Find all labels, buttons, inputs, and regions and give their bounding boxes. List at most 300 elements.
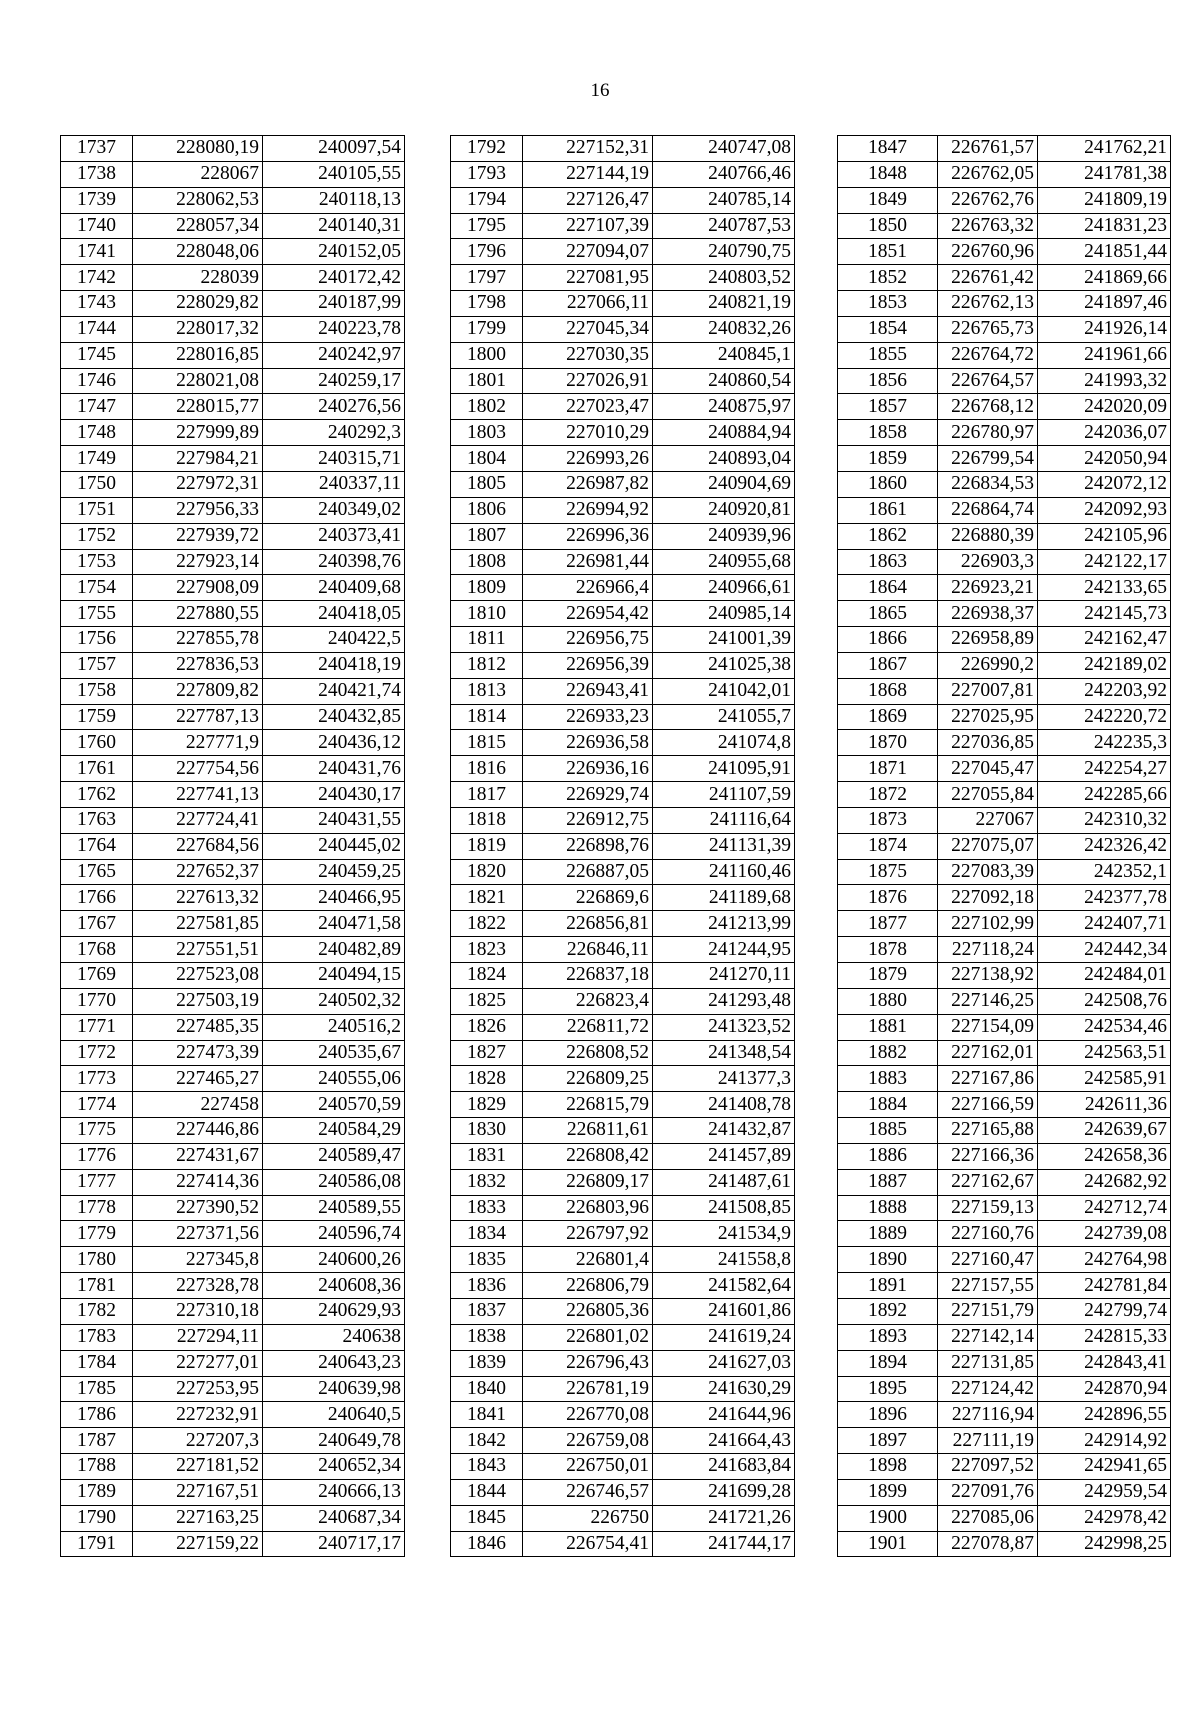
x-coordinate-cell: 226938,37: [938, 601, 1038, 627]
y-coordinate-cell: 241160,46: [653, 859, 795, 885]
point-number-cell: 1901: [838, 1531, 938, 1557]
x-coordinate-cell: 226993,26: [523, 446, 653, 472]
x-coordinate-cell: 227163,25: [133, 1505, 263, 1531]
table-row: [838, 678, 1171, 704]
y-coordinate-cell: 241189,68: [653, 885, 795, 911]
y-coordinate-cell: 241721,26: [653, 1505, 795, 1531]
x-coordinate-cell: 227458: [133, 1092, 263, 1118]
x-coordinate-cell: 226764,72: [938, 342, 1038, 368]
y-coordinate-cell: 242712,74: [1038, 1195, 1171, 1221]
y-coordinate-cell: 241630,29: [653, 1376, 795, 1402]
x-coordinate-cell: 227159,22: [133, 1531, 263, 1557]
point-number-cell: 1808: [451, 549, 523, 575]
y-coordinate-cell: 242310,32: [1038, 807, 1171, 833]
point-number-cell: 1767: [61, 911, 133, 937]
point-number-cell: 1766: [61, 885, 133, 911]
table-row: [61, 1247, 405, 1273]
x-coordinate-cell: 226801,02: [523, 1324, 653, 1350]
y-coordinate-cell: 241508,85: [653, 1195, 795, 1221]
x-coordinate-cell: 226762,13: [938, 291, 1038, 317]
point-number-cell: 1875: [838, 859, 938, 885]
x-coordinate-cell: 227277,01: [133, 1350, 263, 1376]
x-coordinate-cell: 226880,39: [938, 523, 1038, 549]
point-number-cell: 1755: [61, 601, 133, 627]
y-coordinate-cell: 240418,05: [263, 601, 405, 627]
point-number-cell: 1820: [451, 859, 523, 885]
x-coordinate-cell: 227010,29: [523, 420, 653, 446]
y-coordinate-cell: 240666,13: [263, 1479, 405, 1505]
x-coordinate-cell: 226808,42: [523, 1143, 653, 1169]
y-coordinate-cell: 241961,66: [1038, 342, 1171, 368]
table-row: [61, 988, 405, 1014]
table-row: [838, 368, 1171, 394]
y-coordinate-cell: 240431,55: [263, 807, 405, 833]
y-coordinate-cell: 240640,5: [263, 1402, 405, 1428]
x-coordinate-cell: 227081,95: [523, 265, 653, 291]
y-coordinate-cell: 241809,19: [1038, 187, 1171, 213]
y-coordinate-cell: 242639,67: [1038, 1118, 1171, 1144]
x-coordinate-cell: 226856,81: [523, 911, 653, 937]
point-number-cell: 1785: [61, 1376, 133, 1402]
y-coordinate-cell: 240584,29: [263, 1118, 405, 1144]
y-coordinate-cell: 242072,12: [1038, 471, 1171, 497]
x-coordinate-cell: 227092,18: [938, 885, 1038, 911]
y-coordinate-cell: 242534,46: [1038, 1014, 1171, 1040]
y-coordinate-cell: 241001,39: [653, 627, 795, 653]
x-coordinate-cell: 226837,18: [523, 963, 653, 989]
x-coordinate-cell: 227025,95: [938, 704, 1038, 730]
table-row: [451, 446, 795, 472]
y-coordinate-cell: 240600,26: [263, 1247, 405, 1273]
x-coordinate-cell: 226765,73: [938, 316, 1038, 342]
point-number-cell: 1749: [61, 446, 133, 472]
point-number-cell: 1744: [61, 316, 133, 342]
point-number-cell: 1783: [61, 1324, 133, 1350]
table-row: [838, 937, 1171, 963]
x-coordinate-cell: 228015,77: [133, 394, 263, 420]
point-number-cell: 1823: [451, 937, 523, 963]
point-number-cell: 1802: [451, 394, 523, 420]
point-number-cell: 1899: [838, 1479, 938, 1505]
point-number-cell: 1768: [61, 937, 133, 963]
y-coordinate-cell: 240373,41: [263, 523, 405, 549]
point-number-cell: 1844: [451, 1479, 523, 1505]
table-row: [838, 756, 1171, 782]
table-row: [61, 136, 405, 162]
x-coordinate-cell: 226933,23: [523, 704, 653, 730]
table-row: [838, 704, 1171, 730]
x-coordinate-cell: 227684,56: [133, 833, 263, 859]
y-coordinate-cell: 241744,17: [653, 1531, 795, 1557]
table-row: [838, 652, 1171, 678]
point-number-cell: 1856: [838, 368, 938, 394]
y-coordinate-cell: 240920,81: [653, 497, 795, 523]
x-coordinate-cell: 227162,67: [938, 1169, 1038, 1195]
y-coordinate-cell: 242682,92: [1038, 1169, 1171, 1195]
y-coordinate-cell: 240803,52: [653, 265, 795, 291]
point-number-cell: 1791: [61, 1531, 133, 1557]
y-coordinate-cell: 240785,14: [653, 187, 795, 213]
x-coordinate-cell: 226966,4: [523, 575, 653, 601]
table-row: [838, 1428, 1171, 1454]
x-coordinate-cell: 226764,57: [938, 368, 1038, 394]
x-coordinate-cell: 227085,06: [938, 1505, 1038, 1531]
x-coordinate-cell: 227754,56: [133, 756, 263, 782]
table-row: [451, 471, 795, 497]
x-coordinate-cell: 227984,21: [133, 446, 263, 472]
y-coordinate-cell: 241558,8: [653, 1247, 795, 1273]
x-coordinate-cell: 227138,92: [938, 963, 1038, 989]
y-coordinate-cell: 242978,42: [1038, 1505, 1171, 1531]
y-coordinate-cell: 241095,91: [653, 756, 795, 782]
table-row: [838, 316, 1171, 342]
point-number-cell: 1772: [61, 1040, 133, 1066]
y-coordinate-cell: 242611,36: [1038, 1092, 1171, 1118]
x-coordinate-cell: 227036,85: [938, 730, 1038, 756]
x-coordinate-cell: 226846,11: [523, 937, 653, 963]
point-number-cell: 1832: [451, 1169, 523, 1195]
table-row: [61, 446, 405, 472]
y-coordinate-cell: 241781,38: [1038, 161, 1171, 187]
y-coordinate-cell: 241213,99: [653, 911, 795, 937]
x-coordinate-cell: 227094,07: [523, 239, 653, 265]
table-row: [451, 1324, 795, 1350]
point-number-cell: 1819: [451, 833, 523, 859]
table-row: [838, 1402, 1171, 1428]
point-number-cell: 1881: [838, 1014, 938, 1040]
table-row: [61, 1118, 405, 1144]
point-number-cell: 1873: [838, 807, 938, 833]
table-row: [61, 1350, 405, 1376]
y-coordinate-cell: 242254,27: [1038, 756, 1171, 782]
y-coordinate-cell: 240459,25: [263, 859, 405, 885]
y-coordinate-cell: 241762,21: [1038, 136, 1171, 162]
point-number-cell: 1756: [61, 627, 133, 653]
y-coordinate-cell: 242203,92: [1038, 678, 1171, 704]
y-coordinate-cell: 241534,9: [653, 1221, 795, 1247]
point-number-cell: 1739: [61, 187, 133, 213]
point-number-cell: 1746: [61, 368, 133, 394]
y-coordinate-cell: 242739,08: [1038, 1221, 1171, 1247]
table-row: [61, 213, 405, 239]
table-row: [61, 316, 405, 342]
x-coordinate-cell: 227551,51: [133, 937, 263, 963]
x-coordinate-cell: 228080,19: [133, 136, 263, 162]
point-number-cell: 1804: [451, 446, 523, 472]
point-number-cell: 1813: [451, 678, 523, 704]
point-number-cell: 1753: [61, 549, 133, 575]
x-coordinate-cell: 226768,12: [938, 394, 1038, 420]
x-coordinate-cell: 226823,4: [523, 988, 653, 1014]
table-row: [838, 1454, 1171, 1480]
table-row: [838, 1169, 1171, 1195]
x-coordinate-cell: 227809,82: [133, 678, 263, 704]
table-row: [838, 161, 1171, 187]
table-row: [838, 549, 1171, 575]
point-number-cell: 1822: [451, 911, 523, 937]
y-coordinate-cell: 242959,54: [1038, 1479, 1171, 1505]
y-coordinate-cell: 240118,13: [263, 187, 405, 213]
x-coordinate-cell: 226746,57: [523, 1479, 653, 1505]
point-number-cell: 1750: [61, 471, 133, 497]
table-row: [61, 963, 405, 989]
point-number-cell: 1850: [838, 213, 938, 239]
y-coordinate-cell: 241270,11: [653, 963, 795, 989]
x-coordinate-cell: 228067: [133, 161, 263, 187]
point-number-cell: 1830: [451, 1118, 523, 1144]
table-row: [838, 1118, 1171, 1144]
point-number-cell: 1834: [451, 1221, 523, 1247]
x-coordinate-cell: 227523,08: [133, 963, 263, 989]
point-number-cell: 1779: [61, 1221, 133, 1247]
x-coordinate-cell: 228062,53: [133, 187, 263, 213]
x-coordinate-cell: 227923,14: [133, 549, 263, 575]
y-coordinate-cell: 240589,47: [263, 1143, 405, 1169]
x-coordinate-cell: 227142,14: [938, 1324, 1038, 1350]
point-number-cell: 1877: [838, 911, 938, 937]
point-number-cell: 1777: [61, 1169, 133, 1195]
point-number-cell: 1771: [61, 1014, 133, 1040]
x-coordinate-cell: 227485,35: [133, 1014, 263, 1040]
x-coordinate-cell: 227107,39: [523, 213, 653, 239]
y-coordinate-cell: 240860,54: [653, 368, 795, 394]
y-coordinate-cell: 241683,84: [653, 1454, 795, 1480]
table-row: [838, 239, 1171, 265]
x-coordinate-cell: 228016,85: [133, 342, 263, 368]
table-row: [451, 988, 795, 1014]
x-coordinate-cell: 226981,44: [523, 549, 653, 575]
table-row: [838, 446, 1171, 472]
y-coordinate-cell: 242764,98: [1038, 1247, 1171, 1273]
point-number-cell: 1833: [451, 1195, 523, 1221]
y-coordinate-cell: 242235,3: [1038, 730, 1171, 756]
x-coordinate-cell: 226809,25: [523, 1066, 653, 1092]
x-coordinate-cell: 228017,32: [133, 316, 263, 342]
table-row: [61, 678, 405, 704]
table-row: [61, 161, 405, 187]
x-coordinate-cell: 226796,43: [523, 1350, 653, 1376]
point-number-cell: 1770: [61, 988, 133, 1014]
table-row: [451, 497, 795, 523]
table-row: [838, 420, 1171, 446]
x-coordinate-cell: 227078,87: [938, 1531, 1038, 1557]
x-coordinate-cell: 227431,67: [133, 1143, 263, 1169]
x-coordinate-cell: 227613,32: [133, 885, 263, 911]
table-row: [61, 471, 405, 497]
y-coordinate-cell: 240315,71: [263, 446, 405, 472]
point-number-cell: 1847: [838, 136, 938, 162]
point-number-cell: 1747: [61, 394, 133, 420]
point-number-cell: 1865: [838, 601, 938, 627]
y-coordinate-cell: 240436,12: [263, 730, 405, 756]
y-coordinate-cell: 242585,91: [1038, 1066, 1171, 1092]
x-coordinate-cell: 228029,82: [133, 291, 263, 317]
y-coordinate-cell: 240638: [263, 1324, 405, 1350]
point-number-cell: 1825: [451, 988, 523, 1014]
table-row: [451, 601, 795, 627]
point-number-cell: 1848: [838, 161, 938, 187]
y-coordinate-cell: 240845,1: [653, 342, 795, 368]
point-number-cell: 1854: [838, 316, 938, 342]
table-row: [451, 627, 795, 653]
x-coordinate-cell: 227023,47: [523, 394, 653, 420]
x-coordinate-cell: 227836,53: [133, 652, 263, 678]
x-coordinate-cell: 227446,86: [133, 1118, 263, 1144]
y-coordinate-cell: 242815,33: [1038, 1324, 1171, 1350]
point-number-cell: 1812: [451, 652, 523, 678]
point-number-cell: 1774: [61, 1092, 133, 1118]
point-number-cell: 1898: [838, 1454, 938, 1480]
point-number-cell: 1818: [451, 807, 523, 833]
x-coordinate-cell: 227045,47: [938, 756, 1038, 782]
x-coordinate-cell: 227131,85: [938, 1350, 1038, 1376]
y-coordinate-cell: 242145,73: [1038, 601, 1171, 627]
x-coordinate-cell: 226956,39: [523, 652, 653, 678]
point-number-cell: 1790: [61, 1505, 133, 1531]
point-number-cell: 1857: [838, 394, 938, 420]
y-coordinate-cell: 240596,74: [263, 1221, 405, 1247]
point-number-cell: 1835: [451, 1247, 523, 1273]
point-number-cell: 1839: [451, 1350, 523, 1376]
point-number-cell: 1758: [61, 678, 133, 704]
table-row: [451, 1040, 795, 1066]
y-coordinate-cell: 242162,47: [1038, 627, 1171, 653]
x-coordinate-cell: 226805,36: [523, 1298, 653, 1324]
table-row: [838, 833, 1171, 859]
table-row: [61, 1040, 405, 1066]
table-row: [838, 1350, 1171, 1376]
table-row: [838, 1273, 1171, 1299]
x-coordinate-cell: 226936,16: [523, 756, 653, 782]
point-number-cell: 1803: [451, 420, 523, 446]
table-row: [61, 420, 405, 446]
point-number-cell: 1740: [61, 213, 133, 239]
table-row: [838, 988, 1171, 1014]
table-row: [838, 1376, 1171, 1402]
y-coordinate-cell: 241055,7: [653, 704, 795, 730]
point-number-cell: 1798: [451, 291, 523, 317]
table-row: [451, 1066, 795, 1092]
y-coordinate-cell: 242508,76: [1038, 988, 1171, 1014]
x-coordinate-cell: 226956,75: [523, 627, 653, 653]
point-number-cell: 1874: [838, 833, 938, 859]
x-coordinate-cell: 226750,01: [523, 1454, 653, 1480]
point-number-cell: 1858: [838, 420, 938, 446]
y-coordinate-cell: 240292,3: [263, 420, 405, 446]
y-coordinate-cell: 240421,74: [263, 678, 405, 704]
table-row: [451, 368, 795, 394]
y-coordinate-cell: 242377,78: [1038, 885, 1171, 911]
table-row: [61, 1324, 405, 1350]
table-row: [61, 239, 405, 265]
point-number-cell: 1797: [451, 265, 523, 291]
point-number-cell: 1776: [61, 1143, 133, 1169]
y-coordinate-cell: 242896,55: [1038, 1402, 1171, 1428]
table-row: [451, 1479, 795, 1505]
x-coordinate-cell: 226809,17: [523, 1169, 653, 1195]
y-coordinate-cell: 241831,23: [1038, 213, 1171, 239]
x-coordinate-cell: 227102,99: [938, 911, 1038, 937]
point-number-cell: 1870: [838, 730, 938, 756]
x-coordinate-cell: 226929,74: [523, 782, 653, 808]
table-row: [451, 394, 795, 420]
x-coordinate-cell: 226763,32: [938, 213, 1038, 239]
table-row: [838, 1221, 1171, 1247]
table-row: [451, 1531, 795, 1557]
table-row: [838, 1324, 1171, 1350]
x-coordinate-cell: 226803,96: [523, 1195, 653, 1221]
y-coordinate-cell: 240939,96: [653, 523, 795, 549]
y-coordinate-cell: 240097,54: [263, 136, 405, 162]
coordinate-table-1: [60, 135, 405, 1557]
x-coordinate-cell: 226806,79: [523, 1273, 653, 1299]
coordinate-table-2: [450, 135, 795, 1557]
table-row: [838, 807, 1171, 833]
table-row: [838, 1014, 1171, 1040]
point-number-cell: 1838: [451, 1324, 523, 1350]
point-number-cell: 1867: [838, 652, 938, 678]
point-number-cell: 1801: [451, 368, 523, 394]
table-row: [61, 1454, 405, 1480]
y-coordinate-cell: 240187,99: [263, 291, 405, 317]
x-coordinate-cell: 226799,54: [938, 446, 1038, 472]
table-row: [61, 859, 405, 885]
point-number-cell: 1868: [838, 678, 938, 704]
table-row: [61, 549, 405, 575]
point-number-cell: 1814: [451, 704, 523, 730]
point-number-cell: 1853: [838, 291, 938, 317]
y-coordinate-cell: 240649,78: [263, 1428, 405, 1454]
point-number-cell: 1800: [451, 342, 523, 368]
y-coordinate-cell: 240259,17: [263, 368, 405, 394]
point-number-cell: 1751: [61, 497, 133, 523]
y-coordinate-cell: 240717,17: [263, 1531, 405, 1557]
x-coordinate-cell: 226808,52: [523, 1040, 653, 1066]
point-number-cell: 1810: [451, 601, 523, 627]
point-number-cell: 1748: [61, 420, 133, 446]
point-number-cell: 1896: [838, 1402, 938, 1428]
point-number-cell: 1894: [838, 1350, 938, 1376]
x-coordinate-cell: 226923,21: [938, 575, 1038, 601]
table-row: [61, 575, 405, 601]
y-coordinate-cell: 241664,43: [653, 1428, 795, 1454]
y-coordinate-cell: 240471,58: [263, 911, 405, 937]
table-row: [61, 756, 405, 782]
y-coordinate-cell: 242020,09: [1038, 394, 1171, 420]
point-number-cell: 1765: [61, 859, 133, 885]
table-row: [838, 1247, 1171, 1273]
point-number-cell: 1845: [451, 1505, 523, 1531]
point-number-cell: 1741: [61, 239, 133, 265]
x-coordinate-cell: 227055,84: [938, 782, 1038, 808]
x-coordinate-cell: 227956,33: [133, 497, 263, 523]
point-number-cell: 1866: [838, 627, 938, 653]
point-number-cell: 1884: [838, 1092, 938, 1118]
point-number-cell: 1893: [838, 1324, 938, 1350]
y-coordinate-cell: 242563,51: [1038, 1040, 1171, 1066]
point-number-cell: 1840: [451, 1376, 523, 1402]
table-row: [451, 549, 795, 575]
table-row: [838, 911, 1171, 937]
y-coordinate-cell: 242781,84: [1038, 1273, 1171, 1299]
point-number-cell: 1827: [451, 1040, 523, 1066]
page-number: 16: [590, 80, 610, 101]
table-row: [61, 1066, 405, 1092]
point-number-cell: 1859: [838, 446, 938, 472]
point-number-cell: 1806: [451, 497, 523, 523]
x-coordinate-cell: 227787,13: [133, 704, 263, 730]
point-number-cell: 1876: [838, 885, 938, 911]
